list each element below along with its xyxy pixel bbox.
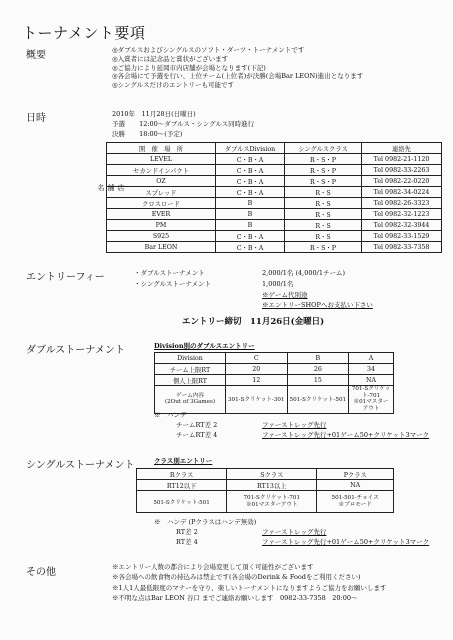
venue-class: R・S・P — [285, 165, 362, 176]
doubles-handicap-2-label: チームRT差 4 — [176, 431, 218, 439]
venue-class: R・S・P — [285, 176, 362, 187]
overview-line: ◎ダブルスおよびシングルスのソフト・ダーツ・トーナメントです — [112, 46, 305, 54]
venue-class: R・S — [285, 209, 362, 220]
doubles-header-cell: A — [349, 353, 394, 364]
overview-line: ◎シングルスだけのエントリーも可能です — [112, 81, 234, 90]
venue-division: C・B・A — [216, 165, 285, 176]
schedule-heading: 日時 — [26, 113, 46, 124]
venue-phone: Tel 0982-32-3944 — [362, 220, 442, 231]
doubles-row-label: チーム上限RT — [155, 364, 226, 375]
table-row — [107, 231, 442, 242]
venue-phone: Tel 0982-22-0220 — [362, 176, 442, 187]
table-row — [107, 242, 442, 253]
doubles-game-label: ゲーム内容 (2Out of 3Games) — [155, 386, 226, 414]
table-row — [155, 364, 394, 375]
venue-name: セカンドインパクト — [107, 165, 216, 176]
doubles-heading: ダブルストーナメント — [26, 345, 125, 356]
venue-class: R・S — [285, 220, 362, 231]
final-text: 18:00～(予定) — [139, 130, 183, 138]
page-title: トーナメント要項 — [22, 26, 146, 42]
doubles-cell: 34 — [349, 364, 394, 375]
venue-name: クロスロード — [107, 198, 216, 209]
venues-header-cell: 開 催 場 所 — [107, 143, 216, 154]
singles-table — [136, 468, 394, 513]
singles-fee: 1,000/1名 — [262, 280, 294, 288]
entry-fee-note: ※エントリーSHOPへお支払い下さい — [262, 301, 373, 309]
qualifier-label: 予選 — [112, 120, 125, 128]
schedule-date: 2010年 11月28日(日曜日) — [112, 110, 196, 118]
doubles-game: 501-Sクリケット-501 — [287, 386, 349, 414]
other-heading: その他 — [26, 567, 56, 578]
singles-header-cell: Pクラス — [317, 469, 394, 480]
singles-handicap-2-label: RT差 4 — [176, 538, 198, 546]
other-line: ※不明な点はBar LEON 谷口 までご連絡お願いします 0982-33-7358 20:00～ — [112, 594, 358, 603]
doubles-cell: 26 — [287, 364, 349, 375]
venue-class: R・S — [285, 187, 362, 198]
schedule-final — [112, 130, 182, 139]
doubles-game: 301-Sクリケット-301 — [226, 386, 288, 414]
venue-class: R・S — [285, 231, 362, 242]
singles-limit: RT13以上 — [227, 480, 317, 491]
venue-phone: Tel 0982-33-1529 — [362, 231, 442, 242]
singles-game: 501-501-チョイス ※ブロモード — [317, 491, 394, 513]
overview-heading: 概要 — [26, 50, 46, 61]
entry-fee-note: ※ゲーム代別途 — [262, 291, 308, 299]
doubles-handicap-2-text: ファーストレッグ先行+01ゲーム50+クリケット3マーク — [262, 431, 430, 439]
singles-limit: NA — [317, 480, 394, 491]
venues-header-row — [107, 143, 442, 154]
doubles-header-cell: C — [226, 353, 288, 364]
venue-division: C・B・A — [216, 154, 285, 165]
table-row — [107, 165, 442, 176]
venues-side-label: 店舗名 — [97, 184, 125, 194]
overview-line: ◎入賞者には記念品と賞状がございます — [112, 54, 229, 63]
venue-phone: Tel 0982-33-2263 — [362, 165, 442, 176]
table-row — [137, 480, 394, 491]
doubles-cell: 20 — [226, 364, 288, 375]
doubles-row-label: 個人上限RT — [155, 375, 226, 386]
table-row — [107, 176, 442, 187]
venue-phone: Tel 0982-21-1120 — [362, 154, 442, 165]
venue-class: R・S・P — [285, 154, 362, 165]
doubles-fee: 2,000/1名 (4,000/1チーム) — [262, 269, 346, 277]
entry-fee-heading: エントリーフィー — [26, 272, 105, 283]
overview-line: ◎各会場にて予選を行い、上位チーム(上位者)が決勝(会場Bar LEON)進出となります — [112, 72, 364, 81]
doubles-header-row — [155, 353, 394, 364]
venues-header-cell: ダブルスDivision — [216, 143, 285, 154]
schedule-qualifier — [112, 120, 254, 129]
other-line: ※各会場への飲食物の持込みは禁止です(各会場のDerink & Foodをご利用ください) — [112, 573, 361, 582]
singles-heading: シングルストーナメント — [26, 460, 135, 471]
singles-limit: RT12以下 — [137, 480, 227, 491]
venue-name: EVER — [107, 209, 216, 220]
final-label: 決勝 — [112, 130, 125, 138]
venue-division: C・B・A — [216, 242, 285, 253]
qualifier-text: 12:00～ダブルス・シングルス同時進行 — [139, 120, 255, 128]
venues-table — [106, 142, 442, 253]
doubles-table-title: Division別のダブルスエントリー — [154, 342, 255, 350]
venue-division: C・B・A — [216, 187, 285, 198]
venue-division: C・B・A — [216, 231, 285, 242]
table-row — [107, 209, 442, 220]
other-line: ※1人1人最低限度のマナーを守り、楽しいトーナメントになりますようご協力をお願いします — [112, 583, 387, 592]
venue-phone: Tel 0982-33-7358 — [362, 242, 442, 253]
table-row — [155, 375, 394, 386]
table-row — [107, 198, 442, 209]
doubles-fee-label: ・ダブルストーナメント — [134, 269, 205, 277]
venue-name: Bar LEON — [107, 242, 216, 253]
doubles-handicap-1-text: ファーストレッグ先行 — [262, 421, 327, 429]
venue-name: OZ — [107, 176, 216, 187]
singles-table-title: クラス別エントリー — [154, 457, 213, 465]
venue-name: S925 — [107, 231, 216, 242]
singles-game: 501-Sクリケット-501 — [137, 491, 227, 513]
doubles-cell: NA — [349, 375, 394, 386]
venue-class: R・S — [285, 198, 362, 209]
singles-handicap-label: ※ ハンデ (Pクラスはハンデ無効) — [154, 518, 257, 526]
singles-handicap-2-text: ファーストレッグ先行+01ゲーム50+クリケット3マーク — [262, 538, 430, 546]
table-row — [107, 154, 442, 165]
table-row — [107, 220, 442, 231]
venue-phone: Tel 0982-26-3323 — [362, 198, 442, 209]
singles-game: 701-Sクリケット-701 ※01マスターアウト — [227, 491, 317, 513]
table-row — [155, 386, 394, 414]
venue-division: C・B・A — [216, 176, 285, 187]
doubles-header-cell: B — [287, 353, 349, 364]
entry-deadline: エントリー締切 11月26日(金曜日) — [182, 317, 325, 327]
singles-header-cell: Rクラス — [137, 469, 227, 480]
singles-handicap-1-text: ファーストレッグ先行 — [262, 528, 327, 536]
doubles-cell: 15 — [287, 375, 349, 386]
venue-division: B — [216, 198, 285, 209]
venue-division: B — [216, 220, 285, 231]
venues-header-cell: シングルスクラス — [285, 143, 362, 154]
doubles-header-cell: Division — [155, 353, 226, 364]
doubles-game: 701-Sクリケット-701 ※01マスターアウト — [349, 386, 394, 414]
doubles-cell: 12 — [226, 375, 288, 386]
singles-handicap-1-label: RT差 2 — [176, 528, 198, 536]
venue-name: スプレッド — [107, 187, 216, 198]
table-row — [107, 187, 442, 198]
venue-division: B — [216, 209, 285, 220]
venue-name: LEVEL — [107, 154, 216, 165]
doubles-handicap-1-label: チームRT差 2 — [176, 421, 218, 429]
overview-line: ◎ご協力により延岡市内店舗が会場となります(下記) — [112, 63, 266, 72]
other-line: ※エントリー人数の都合により会場変更して頂く可能性がございます — [112, 563, 314, 571]
doubles-handicap-label: ※ ハンデ — [154, 411, 187, 419]
venue-phone: Tel 0982-34-0224 — [362, 187, 442, 198]
table-row — [137, 491, 394, 513]
other-list — [112, 562, 387, 604]
overview-list — [112, 46, 363, 90]
singles-header-cell: Sクラス — [227, 469, 317, 480]
singles-header-row — [137, 469, 394, 480]
venue-phone: Tel 0982-32-1223 — [362, 209, 442, 220]
doubles-table — [154, 352, 394, 414]
venue-class: R・S・P — [285, 242, 362, 253]
singles-fee-label: ・シングルストーナメント — [134, 280, 212, 288]
venue-name: PM — [107, 220, 216, 231]
venues-header-cell: 連絡先 — [362, 143, 442, 154]
